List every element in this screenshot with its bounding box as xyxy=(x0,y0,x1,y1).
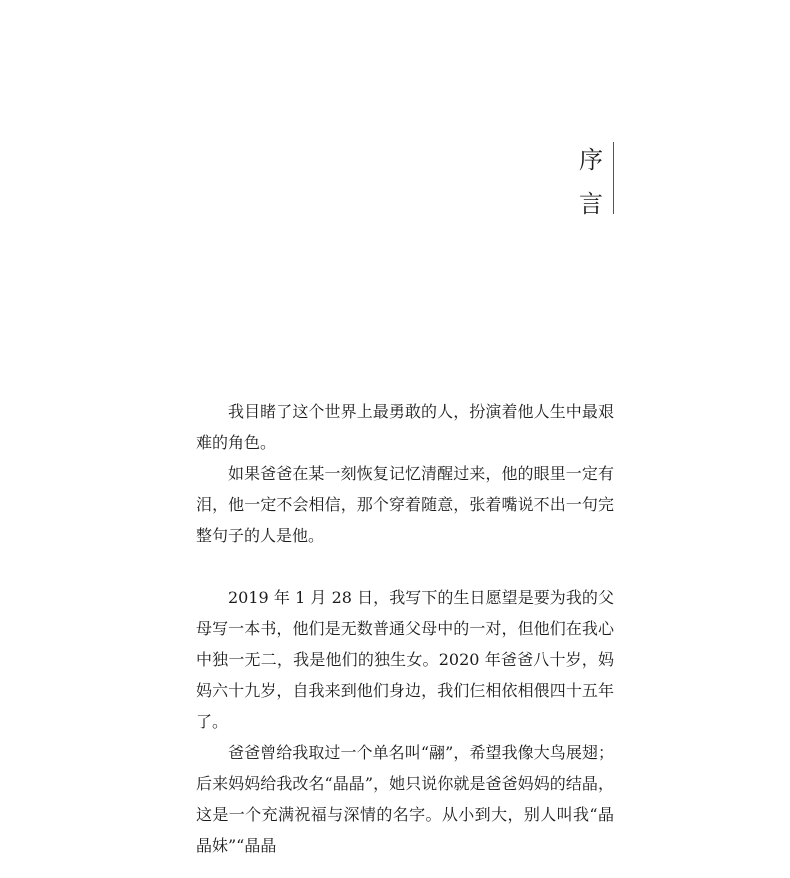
paragraph-4: 爸爸曾给我取过一个单名叫“翮”，希望我像大鸟展翅；后来妈妈给我改名“晶晶”，她只说你就是爸爸妈妈的结晶，这是一个充满祝福与深情的名字。从小到大，别人叫我“晶晶妹”“晶晶 xyxy=(196,743,614,855)
page-title-char-2: 言 xyxy=(579,190,603,218)
page-title xyxy=(576,138,606,226)
paragraph-1: 我目睹了这个世界上最勇敢的人，扮演着他人生中最艰难的角色。 xyxy=(196,402,614,452)
page-title-char-1: 序 xyxy=(579,146,603,174)
paragraph-2: 如果爸爸在某一刻恢复记忆清醒过来，他的眼里一定有泪，他一定不会相信，那个穿着随意，张着嘴说不出一句完整句子的人是他。 xyxy=(196,464,614,545)
title-vertical-rule xyxy=(613,142,614,214)
paragraph-3: 2019 年 1 月 28 日，我写下的生日愿望是要为我的父母写一本书，他们是无数普通父母中的一对，但他们在我心中独一无二，我是他们的独生女。2020 年爸爸八十岁，妈妈六十九岁，自我来到他们身边，我们仨相依相偎四十五年了。 xyxy=(196,588,614,731)
body-text xyxy=(196,396,614,861)
